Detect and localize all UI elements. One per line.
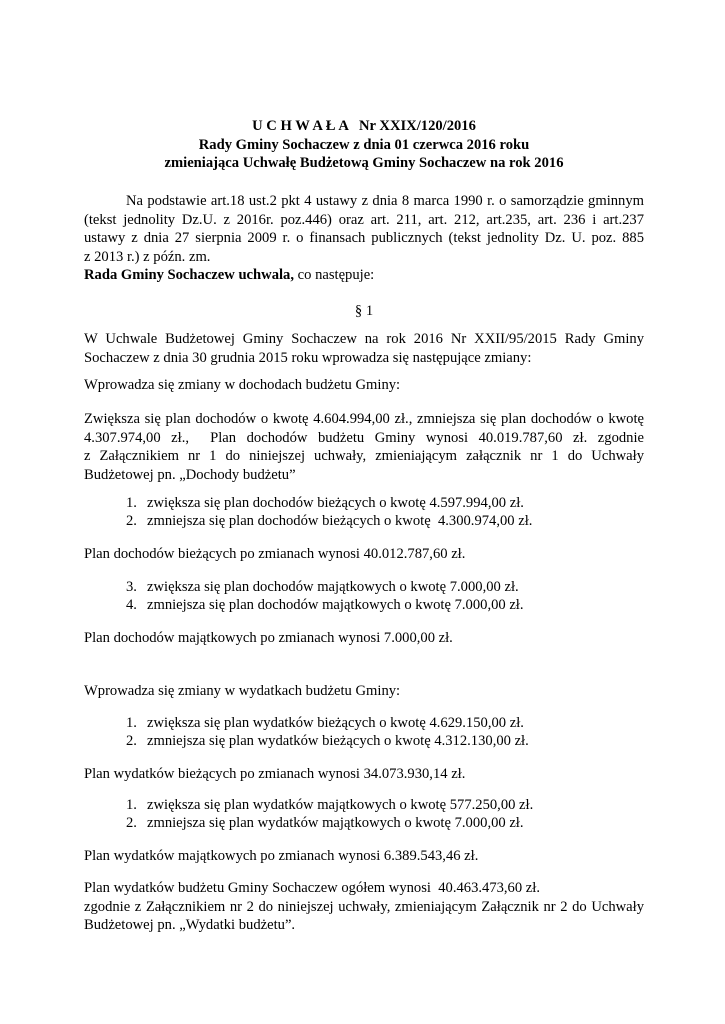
intro-line: Sochaczew z dnia 30 grudnia 2015 roku wprowadza się następujące zmiany: [84, 349, 532, 366]
resolve-bold: Rada Gminy Sochaczew uchwala, [84, 267, 294, 283]
item-number: 2. [126, 733, 137, 749]
income-summary-line: z Załącznikiem nr 1 do niniejszej uchwały, zmieniającym załącznik nr 1 do Uchwały [84, 448, 644, 464]
resolution-subject: zmieniająca Uchwałę Budżetową Gminy Sochaczew na rok 2016 [164, 155, 564, 171]
item-number: 2. [126, 513, 137, 529]
item-number: 1. [126, 797, 137, 813]
expense-capital-total: Plan wydatków majątkowych po zmianach wynosi 6.389.543,46 zł. [84, 848, 479, 864]
item-number: 1. [126, 495, 137, 511]
preamble-line: (tekst jednolity Dz.U. z 2016r. poz.446) oraz art. 211, art. 212, art.235, art. 236 i art.237 [84, 211, 644, 228]
resolve-clause [84, 266, 644, 285]
preamble-line: ustawy z dnia 27 sierpnia 2009 r. o finansach publicznych (tekst jednolity Dz. U. poz. 885 [84, 230, 644, 246]
expense-heading: Wprowadza się zmiany w wydatkach budżetu Gminy: [84, 683, 401, 699]
list-item [126, 596, 524, 615]
item-number: 2. [126, 815, 137, 831]
resolve-rest: co następuje: [294, 267, 375, 283]
list-item [126, 796, 533, 815]
expense-current-total: Plan wydatków bieżących po zmianach wynosi 34.073.930,14 zł. [84, 766, 466, 782]
item-text: zmniejsza się plan wydatków bieżących o kwotę 4.312.130,00 zł. [147, 733, 529, 749]
resolution-header [84, 117, 644, 173]
preamble [84, 192, 644, 285]
resolution-council-date: Rady Gminy Sochaczew z dnia 01 czerwca 2016 roku [198, 136, 530, 153]
item-text: zwiększa się plan wydatków majątkowych o kwotę 577.250,00 zł. [147, 797, 534, 813]
list-item [126, 714, 524, 733]
income-heading: Wprowadza się zmiany w dochodach budżetu Gminy: [84, 377, 401, 393]
intro-line: W Uchwale Budżetowej Gminy Sochaczew na rok 2016 Nr XXII/95/2015 Rady Gminy [84, 331, 644, 347]
item-text: zmniejsza się plan dochodów majątkowych o kwotę 7.000,00 zł. [147, 597, 524, 613]
section-mark: § 1 [354, 303, 374, 319]
income-summary-line: Zwiększa się plan dochodów o kwotę 4.604.994,00 zł., zmniejsza się plan dochodów o kwotę [84, 411, 644, 427]
list-item [126, 578, 519, 597]
item-number: 3. [126, 579, 137, 595]
item-number: 4. [126, 597, 137, 613]
income-capital-total: Plan dochodów majątkowych po zmianach wynosi 7.000,00 zł. [84, 630, 453, 646]
preamble-line: z 2013 r.) z późn. zm. [84, 248, 211, 265]
preamble-line: Na podstawie art.18 ust.2 pkt 4 ustawy z dnia 8 marca 1990 r. o samorządzie gminnym [126, 193, 644, 209]
intro-paragraph [84, 330, 644, 367]
item-text: zmniejsza się plan dochodów bieżących o kwotę 4.300.974,00 zł. [147, 513, 533, 529]
item-text: zmniejsza się plan wydatków majątkowych o kwotę 7.000,00 zł. [147, 815, 524, 831]
item-text: zwiększa się plan dochodów bieżących o kwotę 4.597.994,00 zł. [147, 495, 524, 511]
item-text: zwiększa się plan dochodów majątkowych o kwotę 7.000,00 zł. [147, 579, 519, 595]
income-summary [84, 410, 644, 484]
expense-summary-line: zgodnie z Załącznikiem nr 2 do niniejszej uchwały, zmieniającym Załącznik nr 2 do Uchwały [84, 898, 644, 915]
list-item [126, 512, 532, 531]
list-item [126, 732, 529, 751]
expense-summary-line: Budżetowej pn. „Wydatki budżetu”. [84, 917, 296, 933]
item-text: zwiększa się plan wydatków bieżących o kwotę 4.629.150,00 zł. [147, 715, 524, 731]
resolution-title: U C H W A Ł A Nr XXIX/120/2016 [252, 118, 476, 134]
expense-summary-line: Plan wydatków budżetu Gminy Sochaczew ogółem wynosi 40.463.473,60 zł. [84, 880, 540, 896]
expense-summary [84, 879, 644, 935]
income-current-total: Plan dochodów bieżących po zmianach wynosi 40.012.787,60 zł. [84, 546, 466, 562]
income-summary-line: Budżetowej pn. „Dochody budżetu” [84, 466, 296, 483]
item-number: 1. [126, 715, 137, 731]
income-summary-line: 4.307.974,00 zł., Plan dochodów budżetu Gminy wynosi 40.019.787,60 zł. zgodnie [84, 429, 644, 446]
list-item [126, 494, 524, 513]
list-item [126, 814, 524, 833]
